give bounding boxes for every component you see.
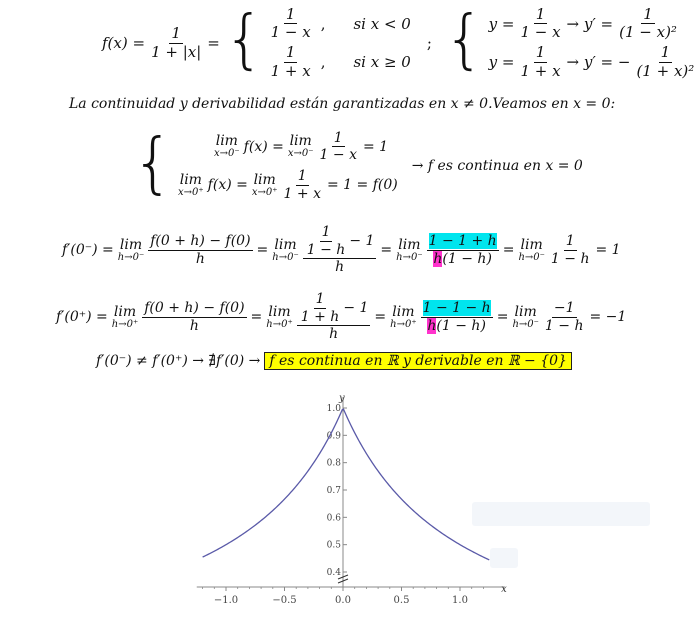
cases-block (269, 4, 411, 80)
x-tick-label: 0.5 (393, 595, 410, 606)
y-axis-label: y (339, 393, 345, 404)
case-1-condition: si x < 0 (353, 14, 411, 33)
continuity-conclusion: → f es continua en x = 0 (411, 158, 583, 174)
case-2-condition: si x ≥ 0 (353, 53, 411, 72)
highlight-magenta: h (427, 317, 437, 334)
x-tick-label: −1.0 (213, 595, 239, 606)
plot-axes (197, 393, 507, 595)
y-tick-label: 0.9 (326, 431, 341, 442)
derivative-2: y = $\frac{1}{1 + x}$ → y′ = − $\frac{1}{\text{(1 + x)²}}$ (488, 43, 695, 80)
x-tick-label: 1.0 (452, 595, 468, 606)
x-tick-label: 0.0 (335, 595, 351, 606)
right-limit-row: lim x→0⁺ f(x) = lim x→0⁺ $\frac{1}{1 + x}$ = 1 = f(0) (178, 168, 398, 202)
left-derivative-line: f′(0⁻) = lim h→0⁻ $\frac{f(0 + h) - f(0)}{h}$ = lim h→0⁻ $\frac{1}{1 - h}$ − 1 h = lim h→0⁻ $\frac{1 - 1 + h}{h(1 - h)}$ = lim h→0⁻ $\frac{1}{1 - h}$ = 1 (62, 223, 621, 276)
case-1: $\frac{1}{1 - x}$ , si x < 0 (270, 4, 411, 42)
function-plot (0, 389, 656, 619)
cases-brace: { (223, 3, 265, 77)
derivative-1: y = $\frac{1}{1 - x}$ → y′ = $\frac{1}{\text{(1 − x)²}}$ (488, 4, 677, 42)
derivatives-block (488, 4, 696, 80)
derivatives-brace: { (443, 3, 485, 77)
function-curve (203, 409, 490, 560)
final-line (96, 352, 572, 370)
continuity-block (132, 126, 583, 206)
right-derivative-line: f′(0⁺) = lim h→0⁺ $\frac{f(0 + h) - f(0)}{h}$ = lim h→0⁺ $\frac{1}{1 + h}$ − 1 h = lim h→0⁺ $\frac{1 - 1 - h}{h(1 - h)}$ = lim h→0⁻ $\frac{-1}{1 - h}$ = −1 (56, 290, 627, 343)
highlight-magenta: h (433, 250, 443, 267)
final-statement: f′(0⁻) ≠ f′(0⁺) → ∄f′(0) → (96, 353, 261, 369)
definition-line: f(x) = $\frac{1}{1 + |x|}$ = { $\frac{1}{1 - x}$ , si x < 0 $\frac{1}{1 + x}$ , si x ≥ 0 ; { y = $\frac{1}{1 - x}$ → y′ = $\frac{1}{\text{(1 − x)²}}$ y = $\frac{1}{1 + x}$ → y′ = − $\frac{1}{\text{(1 + x)²}}$ (102, 3, 695, 80)
definition-lhs: f(x) = (102, 34, 146, 52)
highlight-cyan: 1 − 1 + h (428, 232, 497, 249)
left-limit-row: lim x→0⁻ f(x) = lim x→0⁻ $\frac{1}{1 - x}$ = 1 (214, 129, 389, 164)
y-tick-label: 0.8 (326, 458, 341, 469)
continuity-sentence: La continuidad y derivabilidad están garantizadas en x ≠ 0.Veamos en x = 0: (69, 96, 616, 112)
y-tick-label: 0.7 (326, 486, 341, 496)
x-tick-label: −0.5 (272, 595, 297, 606)
y-tick-label: 0.4 (326, 568, 341, 578)
final-conclusion-box: f es continua en ℝ y derivable en ℝ − {0} (264, 352, 572, 370)
x-axis-label: x (501, 584, 507, 595)
y-tick-label: 0.6 (326, 513, 341, 524)
continuity-brace: { (132, 124, 174, 201)
y-tick-label: 0.5 (326, 540, 341, 551)
highlight-cyan: 1 − 1 − h (422, 299, 491, 316)
definition-fraction: $\frac{1}{1 + |x|}$ (151, 23, 202, 61)
y-tick-label: 1.0 (326, 404, 341, 414)
case-2: $\frac{1}{1 + x}$ , si x ≥ 0 (270, 43, 411, 80)
